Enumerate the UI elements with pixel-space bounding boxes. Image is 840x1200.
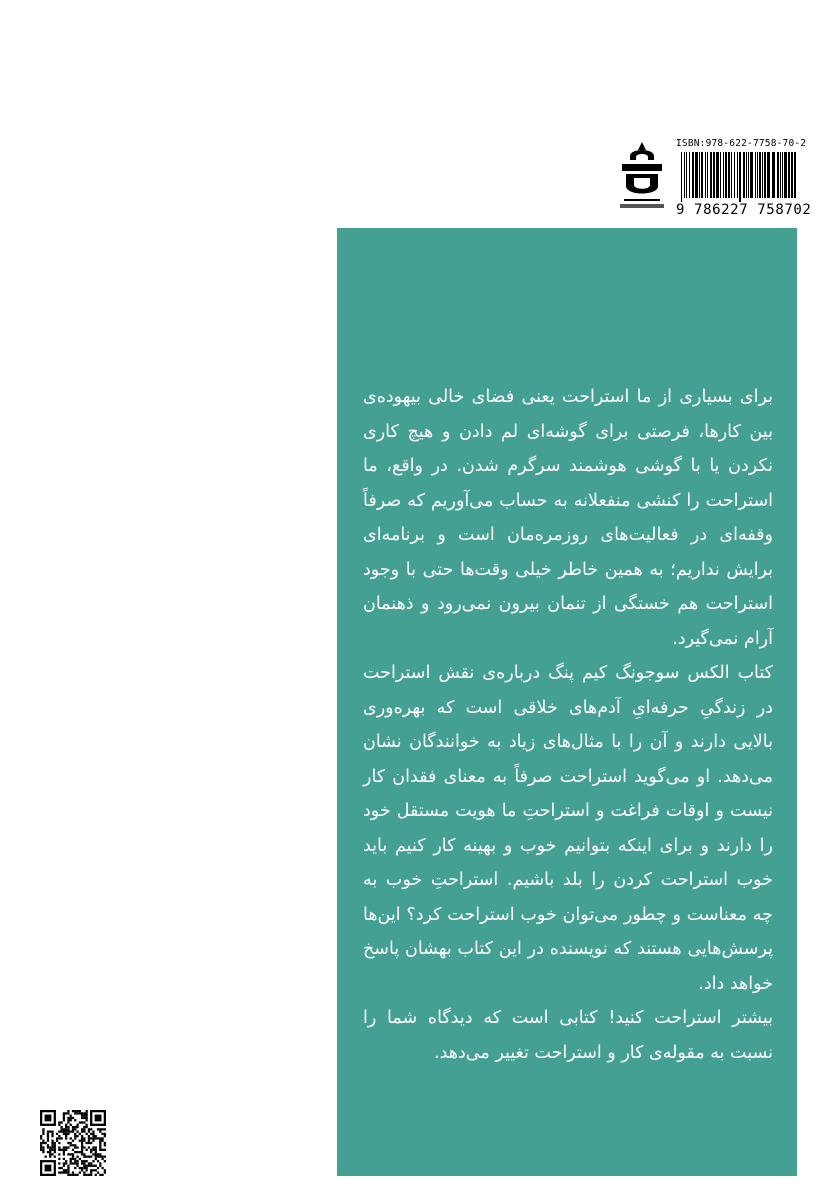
back-cover-blurb — [363, 380, 773, 1070]
blurb-paragraph-2: کتاب الکس سوجونگ کیم پنگ درباره‌ی نقش استراحت در زندگیِ حرفه‌ایِ آدم‌های خلاقی است که بهره‌وری بالایی دارند و آن را با مثال‌های زیاد به خوانندگان نشان می‌دهد. او می‌گوید استراحت صرفاً به معنای فقدان کار نیست و اوقات فراغت و استراحتِ ما هویت مستقل خود را دارند و برای اینکه بتوانیم خوب و بهینه کار کنیم باید خوب استراحت کردن را بلد باشیم. استراحتِ خوب به چه معناست و چطور می‌توان خوب استراحت کرد؟ این‌ها پرسش‌هایی هستند که نویسنده در این کتاب بهشان پاسخ خواهد داد. — [363, 663, 773, 994]
barcode-digits: 9 786227 758702 — [676, 202, 812, 218]
blurb-panel — [337, 228, 797, 1176]
blurb-paragraph-3: بیشتر استراحت کنید! کتابی است که دیدگاه شما را نسبت به مقوله‌ی کار و استراحت تغییر می‌دهد. — [363, 1008, 773, 1063]
isbn-text: ISBN:978-622-7758-70-2 — [676, 138, 807, 149]
blurb-paragraph-1: برای بسیاری از ما استراحت یعنی فضای خالی بیهوده‌ی بین کارها، فرصتی برای گوشه‌ای لم دادن و هیچ کاری نکردن یا با گوشی هوشمند سرگرم شدن. در واقع، ما استراحت را کنشی منفعلانه به حساب می‌آوریم که صرفاً وقفه‌ای در فعالیت‌های روزمره‌مان است و برنامه‌ای برایش نداریم؛ به همین خاطر خیلی وقت‌ها حتی با وجود استراحت هم خستگی از تنمان بیرون نمی‌رود و ذهنمان آرام نمی‌گیرد. — [363, 387, 773, 649]
publisher-logo-icon — [616, 140, 668, 216]
isbn-barcode — [676, 138, 812, 218]
barcode-bars — [679, 152, 799, 202]
qr-code-icon — [40, 1110, 106, 1176]
